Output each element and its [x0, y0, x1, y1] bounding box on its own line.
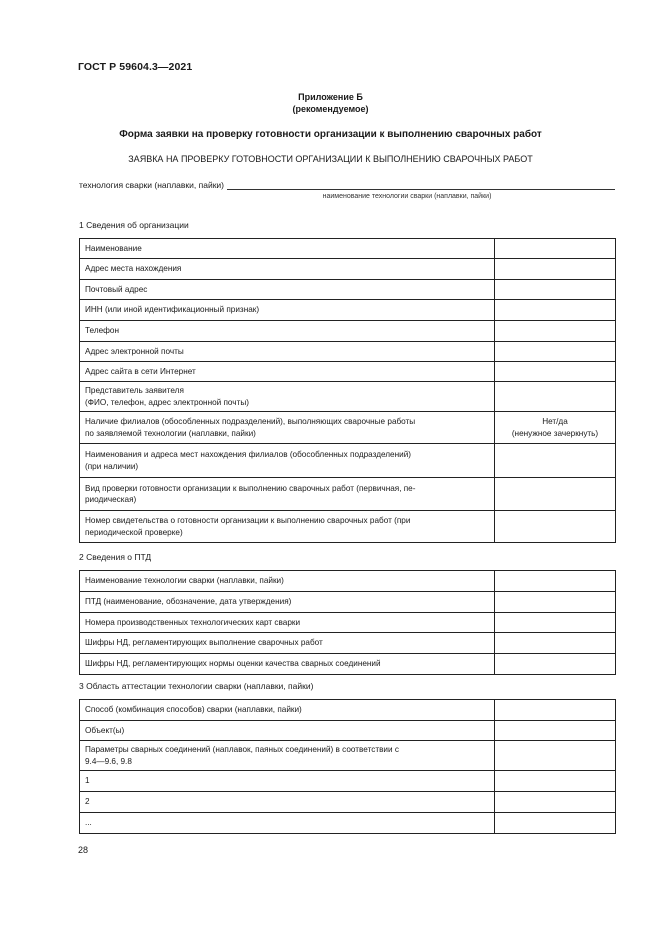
ptd-table — [79, 570, 616, 675]
row-value-cell[interactable] — [495, 771, 616, 792]
row-value-cell[interactable] — [495, 741, 616, 771]
row-value-cell[interactable] — [495, 321, 616, 342]
table-row — [80, 633, 616, 654]
attestation-table — [79, 699, 616, 834]
row-label: Шифры НД, регламентирующих нормы оценки качества сварных соединений — [80, 654, 495, 675]
row-value-cell[interactable] — [495, 654, 616, 675]
row-label: Номера производственных технологических карт сварки — [80, 613, 495, 633]
section-2-title: 2 Сведения о ПТД — [79, 552, 152, 562]
table-row — [80, 741, 616, 771]
row-label: ИНН (или иной идентификационный признак) — [80, 300, 495, 321]
row-label: Способ (комбинация способов) сварки (наплавки, пайки) — [80, 700, 495, 721]
row-label: Номер свидетельства о готовности организации к выполнению сварочных работ (при периодической проверке) — [80, 511, 495, 543]
table-row — [80, 478, 616, 511]
row-value-cell[interactable] — [495, 700, 616, 721]
row-label: ... — [80, 813, 495, 834]
table-row — [80, 654, 616, 675]
row-label: 1 — [80, 771, 495, 792]
row-label: Адрес сайта в сети Интернет — [80, 362, 495, 382]
row-label: 2 — [80, 792, 495, 813]
row-label: Почтовый адрес — [80, 280, 495, 300]
technology-field — [79, 180, 615, 190]
row-value-cell[interactable] — [495, 239, 616, 259]
document-header: ГОСТ Р 59604.3—2021 — [78, 61, 193, 73]
table-row — [80, 771, 616, 792]
row-label: Представитель заявителя (ФИО, телефон, адрес электронной почты) — [80, 382, 495, 412]
organization-table — [79, 238, 616, 543]
technology-label: технология сварки (наплавки, пайки) — [79, 180, 224, 190]
table-row — [80, 362, 616, 382]
table-row — [80, 511, 616, 543]
appendix-title: Приложение Б — [298, 92, 363, 102]
table-row — [80, 721, 616, 741]
table-row — [80, 300, 616, 321]
page-number: 28 — [78, 845, 89, 855]
technology-hint: наименование технологии сварки (наплавки, пайки) — [322, 193, 492, 200]
table-row — [80, 792, 616, 813]
row-label: Адрес места нахождения — [80, 259, 495, 280]
form-title: Форма заявки на проверку готовности организации к выполнению сварочных работ — [119, 129, 542, 140]
row-value-cell[interactable] — [495, 633, 616, 654]
table-row — [80, 613, 616, 633]
appendix-heading — [0, 91, 661, 115]
row-value-cell[interactable] — [495, 613, 616, 633]
row-value-cell[interactable] — [495, 280, 616, 300]
row-label: Шифры НД, регламентирующих выполнение сварочных работ — [80, 633, 495, 654]
row-value-cell[interactable] — [495, 478, 616, 511]
table-row — [80, 813, 616, 834]
form-subtitle: ЗАЯВКА НА ПРОВЕРКУ ГОТОВНОСТИ ОРГАНИЗАЦИИ К ВЫПОЛНЕНИЮ СВАРОЧНЫХ РАБОТ — [128, 154, 533, 164]
table-row — [80, 239, 616, 259]
row-label: Наличие филиалов (обособленных подразделений), выполняющих сварочные работы по заявляемой технологии (наплавки, пайки) — [80, 412, 495, 444]
row-label: Телефон — [80, 321, 495, 342]
table-row — [80, 412, 616, 444]
row-label: Адрес электронной почты — [80, 342, 495, 362]
row-label: Параметры сварных соединений (наплавок, паяных соединений) в соответствии с 9.4—9.6, 9.8 — [80, 741, 495, 771]
row-value-cell[interactable] — [495, 259, 616, 280]
row-value-cell[interactable] — [495, 571, 616, 592]
table-row — [80, 280, 616, 300]
row-value-cell[interactable] — [495, 813, 616, 834]
row-value-cell[interactable] — [495, 362, 616, 382]
row-value-cell[interactable] — [495, 792, 616, 813]
row-value-cell[interactable] — [495, 721, 616, 741]
table-row — [80, 700, 616, 721]
row-label: Вид проверки готовности организации к выполнению сварочных работ (первичная, пе- риодическая) — [80, 478, 495, 511]
row-label: Объект(ы) — [80, 721, 495, 741]
section-1-title: 1 Сведения об организации — [79, 220, 189, 230]
row-label: Наименование технологии сварки (наплавки, пайки) — [80, 571, 495, 592]
table-row — [80, 382, 616, 412]
row-value-cell[interactable] — [495, 300, 616, 321]
row-value-cell[interactable] — [495, 342, 616, 362]
table-row — [80, 444, 616, 478]
appendix-status: (рекомендуемое) — [292, 104, 369, 114]
table-row — [80, 259, 616, 280]
row-label: Наименование — [80, 239, 495, 259]
row-value-cell[interactable] — [495, 444, 616, 478]
table-row — [80, 592, 616, 613]
row-value-cell[interactable] — [495, 592, 616, 613]
row-value-cell[interactable]: Нет/да (ненужное зачеркнуть) — [495, 412, 616, 444]
row-label: ПТД (наименование, обозначение, дата утверждения) — [80, 592, 495, 613]
row-value-cell[interactable] — [495, 511, 616, 543]
row-value-cell[interactable] — [495, 382, 616, 412]
technology-blank-line[interactable] — [227, 180, 615, 190]
table-row — [80, 321, 616, 342]
section-3-title: 3 Область аттестации технологии сварки (наплавки, пайки) — [79, 681, 314, 691]
table-row — [80, 342, 616, 362]
row-label: Наименования и адреса мест нахождения филиалов (обособленных подразделений) (при наличии) — [80, 444, 495, 478]
table-row — [80, 571, 616, 592]
